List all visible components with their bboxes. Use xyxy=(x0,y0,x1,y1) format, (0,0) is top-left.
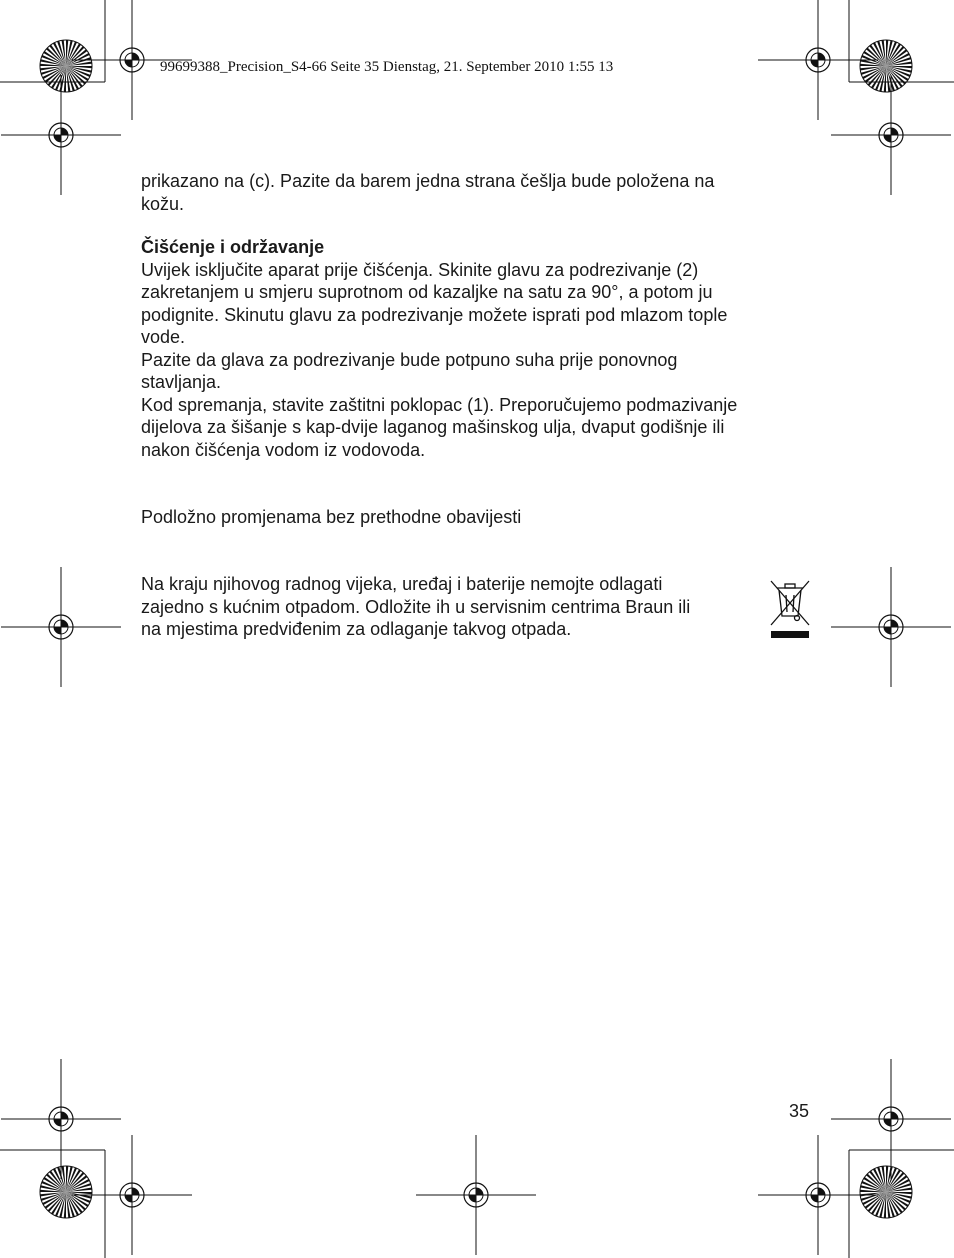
starburst-target xyxy=(860,1166,912,1218)
registration-mark xyxy=(758,0,878,120)
registration-mark xyxy=(1,75,121,195)
text-line: dijelova za šišanje s kap-dvije laganog mašinskog ulja, dvaput godišnje ili xyxy=(141,417,725,437)
section-heading: Čišćenje i održavanje xyxy=(141,237,325,257)
starburst-target xyxy=(860,40,912,92)
text-line: vode. xyxy=(141,327,186,347)
text-line: podignite. Skinutu glavu za podrezivanje možete isprati pod mlazom tople xyxy=(141,304,728,325)
crossed-out-wheelie-bin-icon xyxy=(768,578,812,640)
text-line: na mjestima predviđenim za odlaganje takvog otpada. xyxy=(141,619,572,639)
text-line: Pazite da glava za podrezivanje bude potpuno suha prije ponovnog xyxy=(141,349,678,370)
text-line: prikazano na (c). Pazite da barem jedna strana češlja bude položena na xyxy=(141,171,715,191)
text-line: zajedno s kućnim otpadom. Odložite ih u servisnim centrima Braun ili xyxy=(141,596,691,617)
registration-mark xyxy=(1,567,121,687)
registration-mark xyxy=(416,1135,536,1255)
disposal-paragraph xyxy=(141,573,756,641)
print-info-header: 99699388_Precision_S4-66 Seite 35 Dienstag, 21. September 2010 1:55 13 xyxy=(160,59,614,75)
page-number: 35 xyxy=(789,1101,810,1121)
text-line: Na kraju njihovog radnog vijeka, uređaj i baterije nemojte odlagati xyxy=(141,574,663,594)
registration-mark xyxy=(831,75,951,195)
cleaning-section xyxy=(141,236,821,461)
registration-mark xyxy=(831,567,951,687)
starburst-target xyxy=(40,1166,92,1218)
text-line: nakon čišćenja vodom iz vodovoda. xyxy=(141,439,426,460)
starburst-target xyxy=(40,40,92,92)
registration-mark xyxy=(72,1135,192,1255)
text-line: Podložno promjenama bez prethodne obavijesti xyxy=(141,507,522,527)
text-line: kožu. xyxy=(141,193,185,214)
text-line: Kod spremanja, stavite zaštitni poklopac (1). Preporučujemo podmazivanje xyxy=(141,394,738,415)
text-line: Uvijek isključite aparat prije čišćenja. Skinite glavu za podrezivanje (2) xyxy=(141,259,699,280)
intro-paragraph xyxy=(141,170,821,215)
text-line: zakretanjem u smjeru suprotnom od kazaljke na satu za 90°, a potom ju xyxy=(141,282,713,302)
registration-mark xyxy=(1,1059,121,1179)
notice-paragraph xyxy=(141,506,821,529)
text-line: stavljanja. xyxy=(141,372,222,392)
